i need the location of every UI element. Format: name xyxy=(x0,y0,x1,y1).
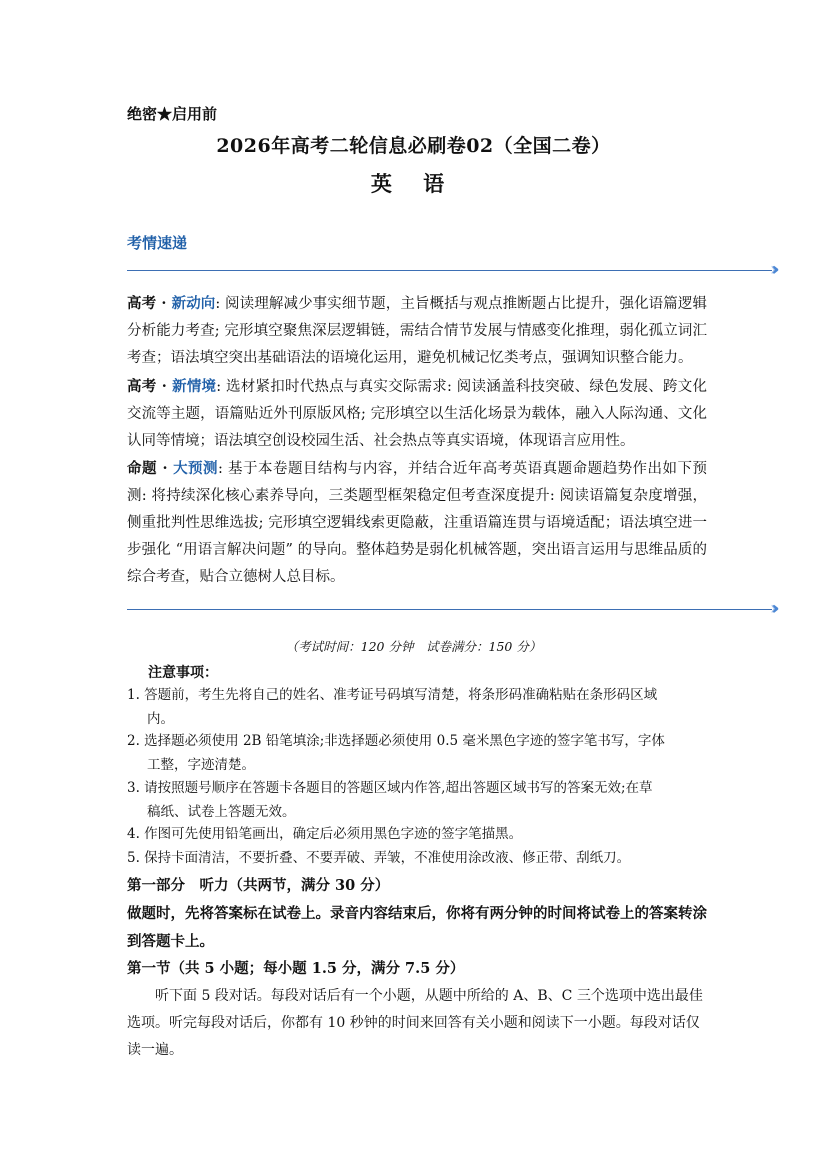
part1-heading: 第一部分 听力（共两节，满分 30 分） xyxy=(127,877,390,894)
divider-top xyxy=(127,270,772,271)
overview-heading: 考情速递 xyxy=(127,234,188,252)
paragraph-text: : 基于本卷题目结构与内容，并结合近年高考英语真题命题趋势作出如下预测: 将持续深化核心素养导向，三类题型框架稳定但考查深度提升: 阅读语篇复杂度增强，侧重批判性思维选拔; 完形填空逻辑线索更隐蔽，注重语篇连贯与语境适配；语法填空进一步强化 “用语言解决问题” 的导向。整体趋势是弱化机械答题，突出语言运用与思维品质的综合考查，贴合立德树人总目标。 xyxy=(127,461,707,585)
subject-title: 英 语 xyxy=(370,171,457,196)
divider-bottom xyxy=(127,609,772,610)
section1-heading: 第一节（共 5 小题；每小题 1.5 分，满分 7.5 分） xyxy=(127,960,465,977)
paragraph-prefix: 高考 · xyxy=(127,378,173,395)
notice-item: 2. 选择题必须使用 2B 铅笔填涂;非选择题必须使用 0.5 毫米黑色字迹的签字笔书写，字体 工整，字迹清楚。 xyxy=(127,733,665,773)
paragraph-text: : 选材紧扣时代热点与真实交际需求: 阅读涵盖科技突破、绿色发展、跨文化交流等主题，语篇贴近外刊原版风格; 完形填空以生活化场景为载体，融入人际沟通、文化认同等情境；语法填空创设校园生活、社会热点等真实语境，体现语言应用性。 xyxy=(127,379,707,449)
confidential-label: 绝密★启用前 xyxy=(127,105,218,123)
paragraph-prefix: 命题 · xyxy=(127,460,174,477)
paragraph-prefix: 高考 · xyxy=(127,295,172,312)
context-tag: 新情境 xyxy=(172,378,217,395)
notice-heading: 注意事项： xyxy=(148,665,218,681)
exam-time-score: （考试时间：120 分钟 试卷满分：150 分） xyxy=(285,639,542,654)
trend-tag: 新动向 xyxy=(171,295,216,312)
forecast-tag: 大预测 xyxy=(173,460,219,477)
part1-instruction: 做题时，先将答案标在试卷上。录音内容结束后，你将有两分钟的时间将试卷上的答案转涂到答题卡上。 xyxy=(127,905,707,950)
notice-item: 3. 请按照题号顺序在答题卡各题目的答题区域内作答,超出答题区域书写的答案无效;在草 稿纸、试卷上答题无效。 xyxy=(127,780,653,820)
exam-title: 2026年高考二轮信息必刷卷02（全国二卷） xyxy=(216,135,611,157)
double-chevron-icon: ››› xyxy=(770,259,774,280)
section1-instructions: 听下面 5 段对话。每段对话后有一个小题，从题中所给的 A、B、C 三个选项中选出最佳选项。听完每段对话后，你都有 10 秒钟的时间来回答有关小题和阅读下一小题。每段对话仅读一遍。 xyxy=(127,988,703,1058)
notice-item: 4. 作图可先使用铅笔画出，确定后必须用黑色字迹的签字笔描黑。 xyxy=(127,826,523,842)
paragraph-text: : 阅读理解减少事实细节题，主旨概括与观点推断题占比提升，强化语篇逻辑分析能力考查; 完形填空聚焦深层逻辑链，需结合情节发展与情感变化推理，弱化孤立词汇考查；语法填空突出基础语法的语境化运用，避免机械记忆类考点，强调知识整合能力。 xyxy=(127,296,707,366)
notice-item: 1. 答题前，考生先将自己的姓名、准考证号码填写清楚，将条形码准确粘贴在条形码区域 内。 xyxy=(127,687,658,727)
overview-paragraph-context xyxy=(127,373,707,455)
overview-paragraph-forecast xyxy=(127,455,707,591)
notice-item: 5. 保持卡面清洁，不要折叠、不要弄破、弄皱，不准使用涂改液、修正带、刮纸刀。 xyxy=(127,850,631,866)
double-chevron-icon: ››› xyxy=(770,598,774,619)
overview-paragraph-trend xyxy=(127,290,707,372)
